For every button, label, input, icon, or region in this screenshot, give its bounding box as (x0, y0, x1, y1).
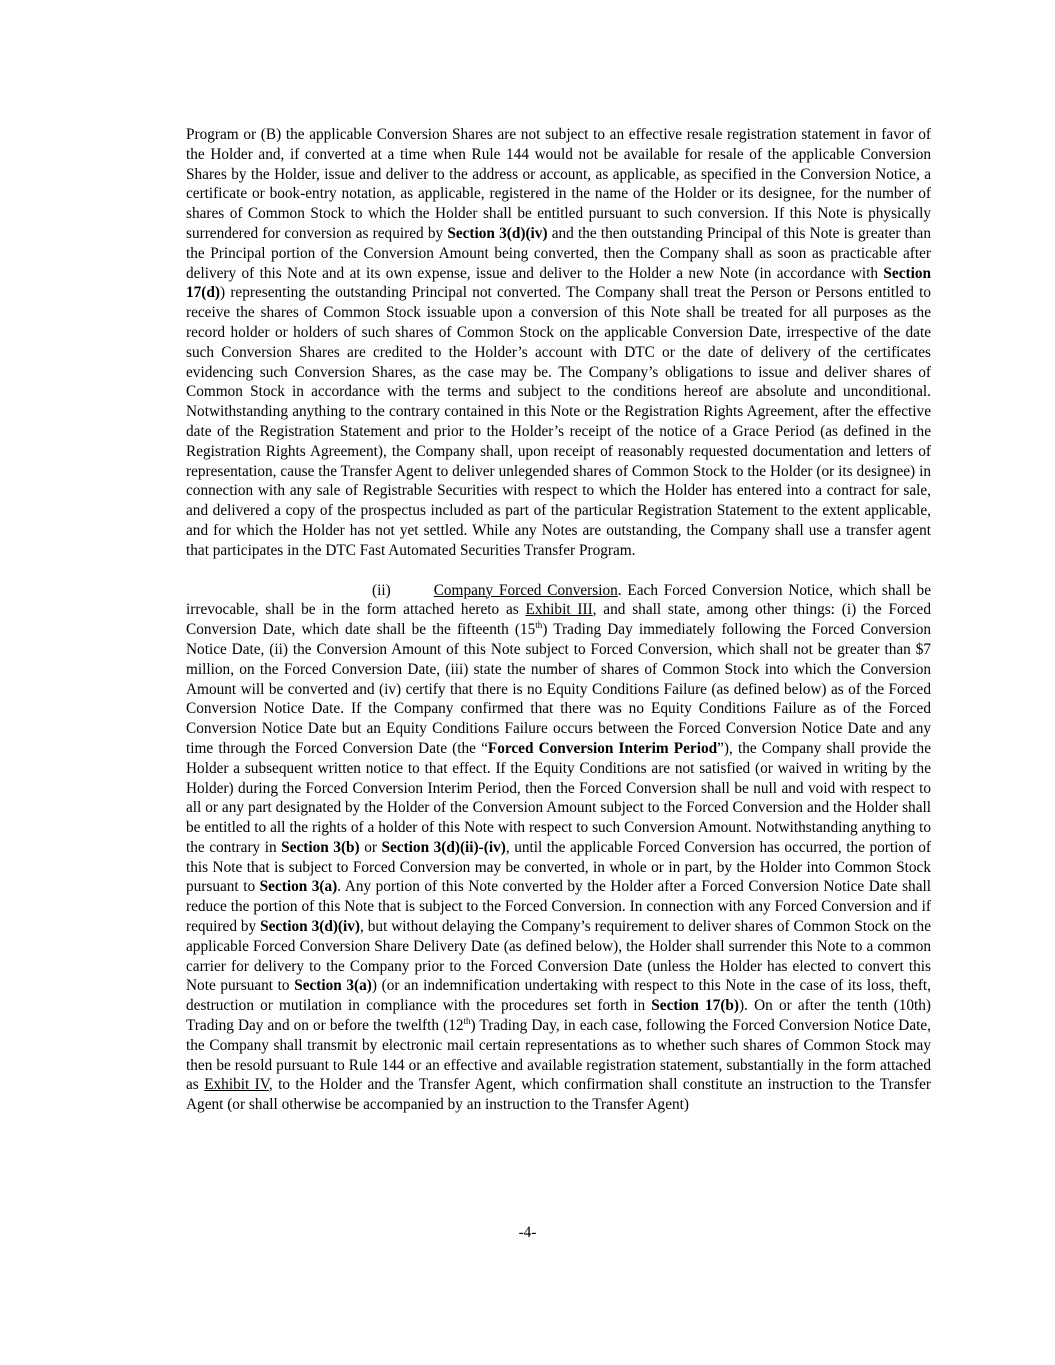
section-reference: Section 3(b) (281, 838, 360, 856)
text-run: . Any portion of this Note converted by the Holder after a Forced Conversion Notice Date shall reduce the portion of this Note that is subject to the Forced Conversion. In connection with any Forced Conversion and if required by (186, 878, 931, 936)
ordinal-suffix: th (463, 1015, 471, 1026)
paragraph-company-forced-conversion (186, 581, 931, 1116)
text-run: , and shall state, among other things: (i) the Forced Conversion Date, which date shall be the fifteenth (15 (186, 601, 931, 639)
section-reference: Section 17(b) (651, 997, 740, 1015)
text-run: , but without delaying the Company’s requirement to deliver shares of Common Stock on the applicable Forced Conversion Share Delivery Date (as defined below), the Holder shall surrender this Note to a common carrier for delivery to the Company prior to the Forced Conversion Date (unless the Holder has elected to convert this Note pursuant to (186, 918, 931, 995)
exhibit-reference: Exhibit IV (204, 1076, 269, 1094)
section-reference: Section 3(d)(iv) (447, 224, 548, 242)
ordinal-suffix: th (535, 620, 543, 631)
text-run: ). On or after the tenth (10th) Trading Day and on or before the twelfth (12 (186, 997, 931, 1035)
text-run: , until the applicable Forced Conversion has occurred, the portion of this Note that is subject to Forced Conversion may be converted, in whole or in part, by the Holder into Common Stock pursuant to (186, 838, 931, 896)
clause-label: (ii) (372, 581, 391, 599)
text-run: ) Trading Day immediately following the Forced Conversion Notice Date, (ii) the Conversion Amount of this Note subject to Forced Conversion, which shall not be greater than $7 million, on the Forced Conversion Date, (iii) state the number of shares of Common Stock into which the Conversion Amount will be converted and (iv) certify that there is no Equity Conditions Failure (as defined below) as of the Forced Conversion Notice Date. If the Company confirmed that there was no Equity Conditions Failure as of the Forced Conversion Notice Date but an Equity Conditions Failure occurs between the Forced Conversion Notice Date and any time through the Forced Conversion Date (the “ (186, 621, 931, 757)
text-run: , to the Holder and the Transfer Agent, which confirmation shall constitute an instruction to the Transfer Agent (or shall otherwise be accompanied by an instruction to the Transfer Agent) (186, 1076, 931, 1114)
paragraph-conversion-delivery (186, 125, 931, 561)
section-reference: Section 3(d)(iv) (260, 918, 361, 936)
page-number: -4- (518, 1224, 537, 1241)
section-reference: Section 17(d) (186, 264, 931, 302)
text-run: and the then outstanding Principal of this Note is greater than the Principal portion of the Conversion Amount being converted, then the Company shall as soon as practicable after delivery of this Note and at its own expense, issue and deliver to the Holder a new Note (in accordance with (186, 224, 931, 282)
text-run: or (359, 838, 382, 856)
section-reference: Section 3(d)(ii)-(iv) (381, 838, 506, 856)
text-run: Program or (B) the applicable Conversion Shares are not subject to an effective resale registration statement in favor of the Holder and, if converted at a time when Rule 144 would not be available for resale of the applicable Conversion Shares by the Holder, issue and deliver to the address or account, as applicable, as specified in the Conversion Notice, a certificate or book-entry notation, as applicable, registered in the name of the Holder or its designee, for the number of shares of Common Stock to which the Holder shall be entitled pursuant to such conversion. If this Note is physically surrendered for conversion as required by (186, 126, 931, 242)
text-run: ) Trading Day, in each case, following the Forced Conversion Notice Date, the Company shall transmit by electronic mail certain representations as to whether such shares of Common Stock may then be resold pursuant to Rule 144 or an effective and available registration statement, substantially in the form attached as (186, 1017, 932, 1094)
section-reference: Section 3(a) (259, 878, 338, 896)
text-run: ) representing the outstanding Principal not converted. The Company shall treat the Person or Persons entitled to receive the shares of Common Stock issuable upon a conversion of this Note shall be treated for all purposes as the record holder or holders of such shares of Common Stock on the applicable Conversion Date, irrespective of the date such Conversion Shares are credited to the Holder’s account with DTC or the date of delivery of the certificates evidencing such Conversion Shares, as the case may be. The Company’s obligations to issue and deliver shares of Common Stock in accordance with the terms and subject to the conditions hereof are absolute and unconditional. Notwithstanding anything to the contrary contained in this Note or the Registration Rights Agreement, after the effective date of the Registration Statement and prior to the Holder’s receipt of the notice of a Grace Period (as defined in the Registration Rights Agreement), the Company shall, upon receipt of reasonably requested documentation and letters of representation, cause the Transfer Agent to deliver unlegended shares of Common Stock to the Holder (or its designee) in connection with any sale of Registrable Securities with respect to which the Holder has entered into a contract for sale, and delivered a copy of the prospectus included as part of the particular Registration Statement to the extent applicable, and for which the Holder has not yet settled. While any Notes are outstanding, the Company shall use a transfer agent that participates in the DTC Fast Automated Securities Transfer Program. (186, 284, 931, 559)
exhibit-reference: Exhibit III (525, 601, 593, 619)
defined-term: Forced Conversion Interim Period (487, 739, 718, 757)
text-run: ) (or an indemnification undertaking with respect to this Note in the case of its loss, theft, destruction or mutilation in compliance with the procedures set forth in (186, 977, 931, 1015)
clause-heading: Company Forced Conversion (433, 581, 618, 599)
text-run: ”), the Company shall provide the Holder a subsequent written notice to that effect. If the Equity Conditions are not satisfied (or waived in writing by the Holder) during the Forced Conversion Interim Period, then the Forced Conversion shall be null and void with respect to all or any part designated by the Holder of the Conversion Amount subject to the Forced Conversion and the Holder shall be entitled to all the rights of a holder of this Note with respect to such Conversion Amount. Notwithstanding anything to the contrary in (186, 739, 931, 856)
text-run: . Each Forced Conversion Notice, which shall be irrevocable, shall be in the form attached hereto as (186, 581, 931, 619)
section-reference: Section 3(a) (294, 977, 372, 995)
document-body (186, 125, 931, 1115)
